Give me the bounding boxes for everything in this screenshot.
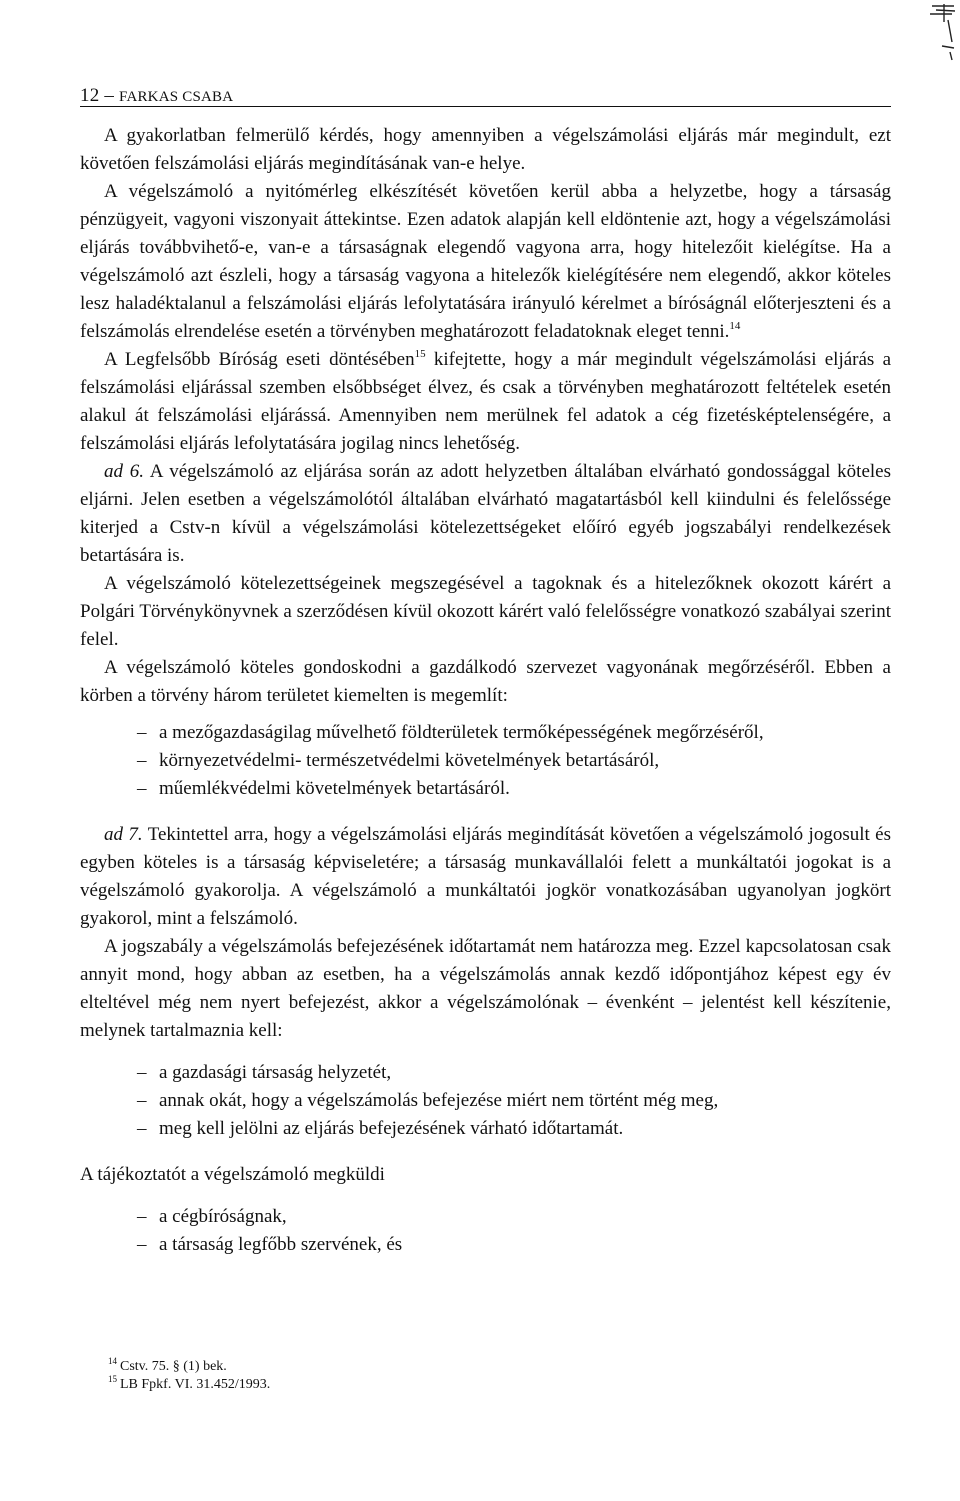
- footnote-text: LB Fpkf. VI. 31.452/1993.: [120, 1377, 271, 1392]
- paragraph-3-start: A Legfelsőbb Bíróság eseti döntésében: [104, 349, 415, 370]
- paragraph-5: A végelszámoló kötelezettségeinek megszegésével a tagoknak és a hitelezőknek okozott kárért a Polgári Törvénykönyvnek a szerződésen kívül okozott kárért való felelősségre vonatkozó szabályai szerint felel.: [80, 573, 891, 650]
- ad-7-text: Tekintettel arra, hogy a végelszámolási eljárás megindítását követően a végelszámoló jogosult és egyben köteles is a társaság képviseletére; a társaság munkavállalói felett a munkáltatói jogokat is a végelszámoló gyakorolja. A végelszámoló a munkáltatói jogkör vonatkozásában ugyanolyan jogkört gyakorol, mint a felszámoló.: [80, 824, 891, 929]
- paragraph-3: [80, 346, 891, 458]
- scan-artifact-mark: [922, 2, 956, 62]
- paragraph-2: [80, 178, 891, 346]
- list-item: [137, 747, 891, 775]
- dash-marker: –: [137, 1090, 147, 1111]
- list-item-text: meg kell jelölni az eljárás befejezésének várható időtartamát.: [159, 1118, 624, 1139]
- paragraph-9: A tájékoztatót a végelszámoló megküldi: [80, 1164, 385, 1185]
- report-list: [137, 1059, 891, 1143]
- ad-6-label: ad 6.: [104, 461, 145, 482]
- footnote-15: [108, 1376, 608, 1394]
- list-item: [137, 1203, 891, 1231]
- spacer: [80, 1152, 891, 1161]
- paragraph-2-text: A végelszámoló a nyitómérleg elkészítését követően kerül abba a helyzetbe, hogy a társaság pénzügyeit, vagyoni viszonyait áttekintse. Ezen adatok alapján kell eldöntenie azt, hogy a végelszámolási eljárás továbbvihető-e, van-e a társaságnak elegendő vagyona arra, hogy hitelezőit kielégítse. Ha a végelszámoló azt észleli, hogy a társaság vagyona a hitelezők kielégítésére nem elegendő, akkor köteles lesz haladéktalanul a felszámolási eljárás lefolytatására irányuló kérelmet a bíróságnál előterjeszteni és a felszámolás elrendelése esetén a törvényben meghatározott feladatoknak eleget tenni.: [80, 181, 891, 342]
- list-item-text: annak okát, hogy a végelszámolás befejezése miért nem történt még meg,: [159, 1090, 719, 1111]
- paragraph-ad-7: [80, 821, 891, 933]
- list-item: [137, 1115, 891, 1143]
- body-text: [80, 122, 891, 1268]
- list-item-text: a gazdasági társaság helyzetét,: [159, 1062, 392, 1083]
- footnotes: [108, 1358, 608, 1394]
- list-item: [137, 1087, 891, 1115]
- paragraph-1: A gyakorlatban felmerülő kérdés, hogy amennyiben a végelszámolási eljárás már megindult, ezt követően felszámolási eljárás megindításának van-e helye.: [80, 125, 891, 174]
- footnote-number: 14: [108, 1356, 117, 1366]
- footnote-14: [108, 1358, 608, 1376]
- list-item: [137, 719, 891, 747]
- list-item-text: környezetvédelmi- természetvédelmi követelmények betartásáról,: [159, 750, 660, 771]
- footnote-ref-15: 15: [414, 348, 426, 360]
- footnote-text: Cstv. 75. § (1) bek.: [120, 1359, 227, 1374]
- dash-marker: –: [137, 1234, 147, 1255]
- list-item-text: a társaság legfőbb szervének, és: [159, 1234, 403, 1255]
- paragraph-3-rest: kifejtette, hogy a már megindult végelszámolási eljárás a felszámolási eljárással szemben elsőbbséget élvez, és csak a törvényben meghatározott feltételek esetén alakul át felszámolási eljárássá. Amennyiben nem merülnek fel adatok a cég fizetésképtelenségére, a felszámolási eljárás lefolytatására jogilag nincs lehetőség.: [80, 349, 892, 454]
- page-number: 12 –: [80, 85, 115, 106]
- list-item-text: a cégbíróságnak,: [159, 1206, 287, 1227]
- paragraph-ad-6: [80, 458, 891, 570]
- dash-marker: –: [137, 1062, 147, 1083]
- recipients-list: [137, 1203, 891, 1259]
- list-item: [137, 775, 891, 803]
- footnote-ref-14: 14: [729, 320, 741, 332]
- paragraph-8: A jogszabály a végelszámolás befejezésének időtartamát nem határozza meg. Ezzel kapcsolatosan csak annyit mond, hogy abban az esetben, ha a végelszámolás annak kezdő időpontjához képest egy év elteltével még nem nyert befejezést, akkor a végelszámolónak – évenként – jelentést kell készítenie, melynek tartalmaznia kell:: [80, 936, 891, 1041]
- author-name: FARKAS CSABA: [119, 89, 234, 105]
- spacer: [80, 812, 891, 821]
- list-item-text: műemlékvédelmi követelmények betartásáról.: [159, 778, 510, 799]
- ad-7-label: ad 7.: [104, 824, 143, 845]
- dash-marker: –: [137, 1118, 147, 1139]
- dash-marker: –: [137, 1206, 147, 1227]
- ad-6-text: A végelszámoló az eljárása során az adott helyzetben általában elvárható gondossággal köteles eljárni. Jelen esetben a végelszámolótól általában elvárható magatartásból kell kiindulni és felelőssége kiterjed a Cstv-n kívül a végelszámolási kötelezettségeket előíró egyéb jogszabályi rendelkezések betartására is.: [80, 461, 892, 566]
- footnote-number: 15: [108, 1374, 117, 1384]
- dash-marker: –: [137, 778, 147, 799]
- list-item: [137, 1231, 891, 1259]
- dash-marker: –: [137, 722, 147, 743]
- list-item-text: a mezőgazdaságilag művelhető földterületek termőképességének megőrzéséről,: [159, 722, 764, 743]
- areas-list: [137, 719, 891, 803]
- list-item: [137, 1059, 891, 1087]
- header-rule: [80, 106, 891, 107]
- paragraph-6: A végelszámoló köteles gondoskodni a gazdálkodó szervezet vagyonának megőrzéséről. Ebben a körben a törvény három területet kiemelten is megemlít:: [80, 657, 891, 706]
- dash-marker: –: [137, 750, 147, 771]
